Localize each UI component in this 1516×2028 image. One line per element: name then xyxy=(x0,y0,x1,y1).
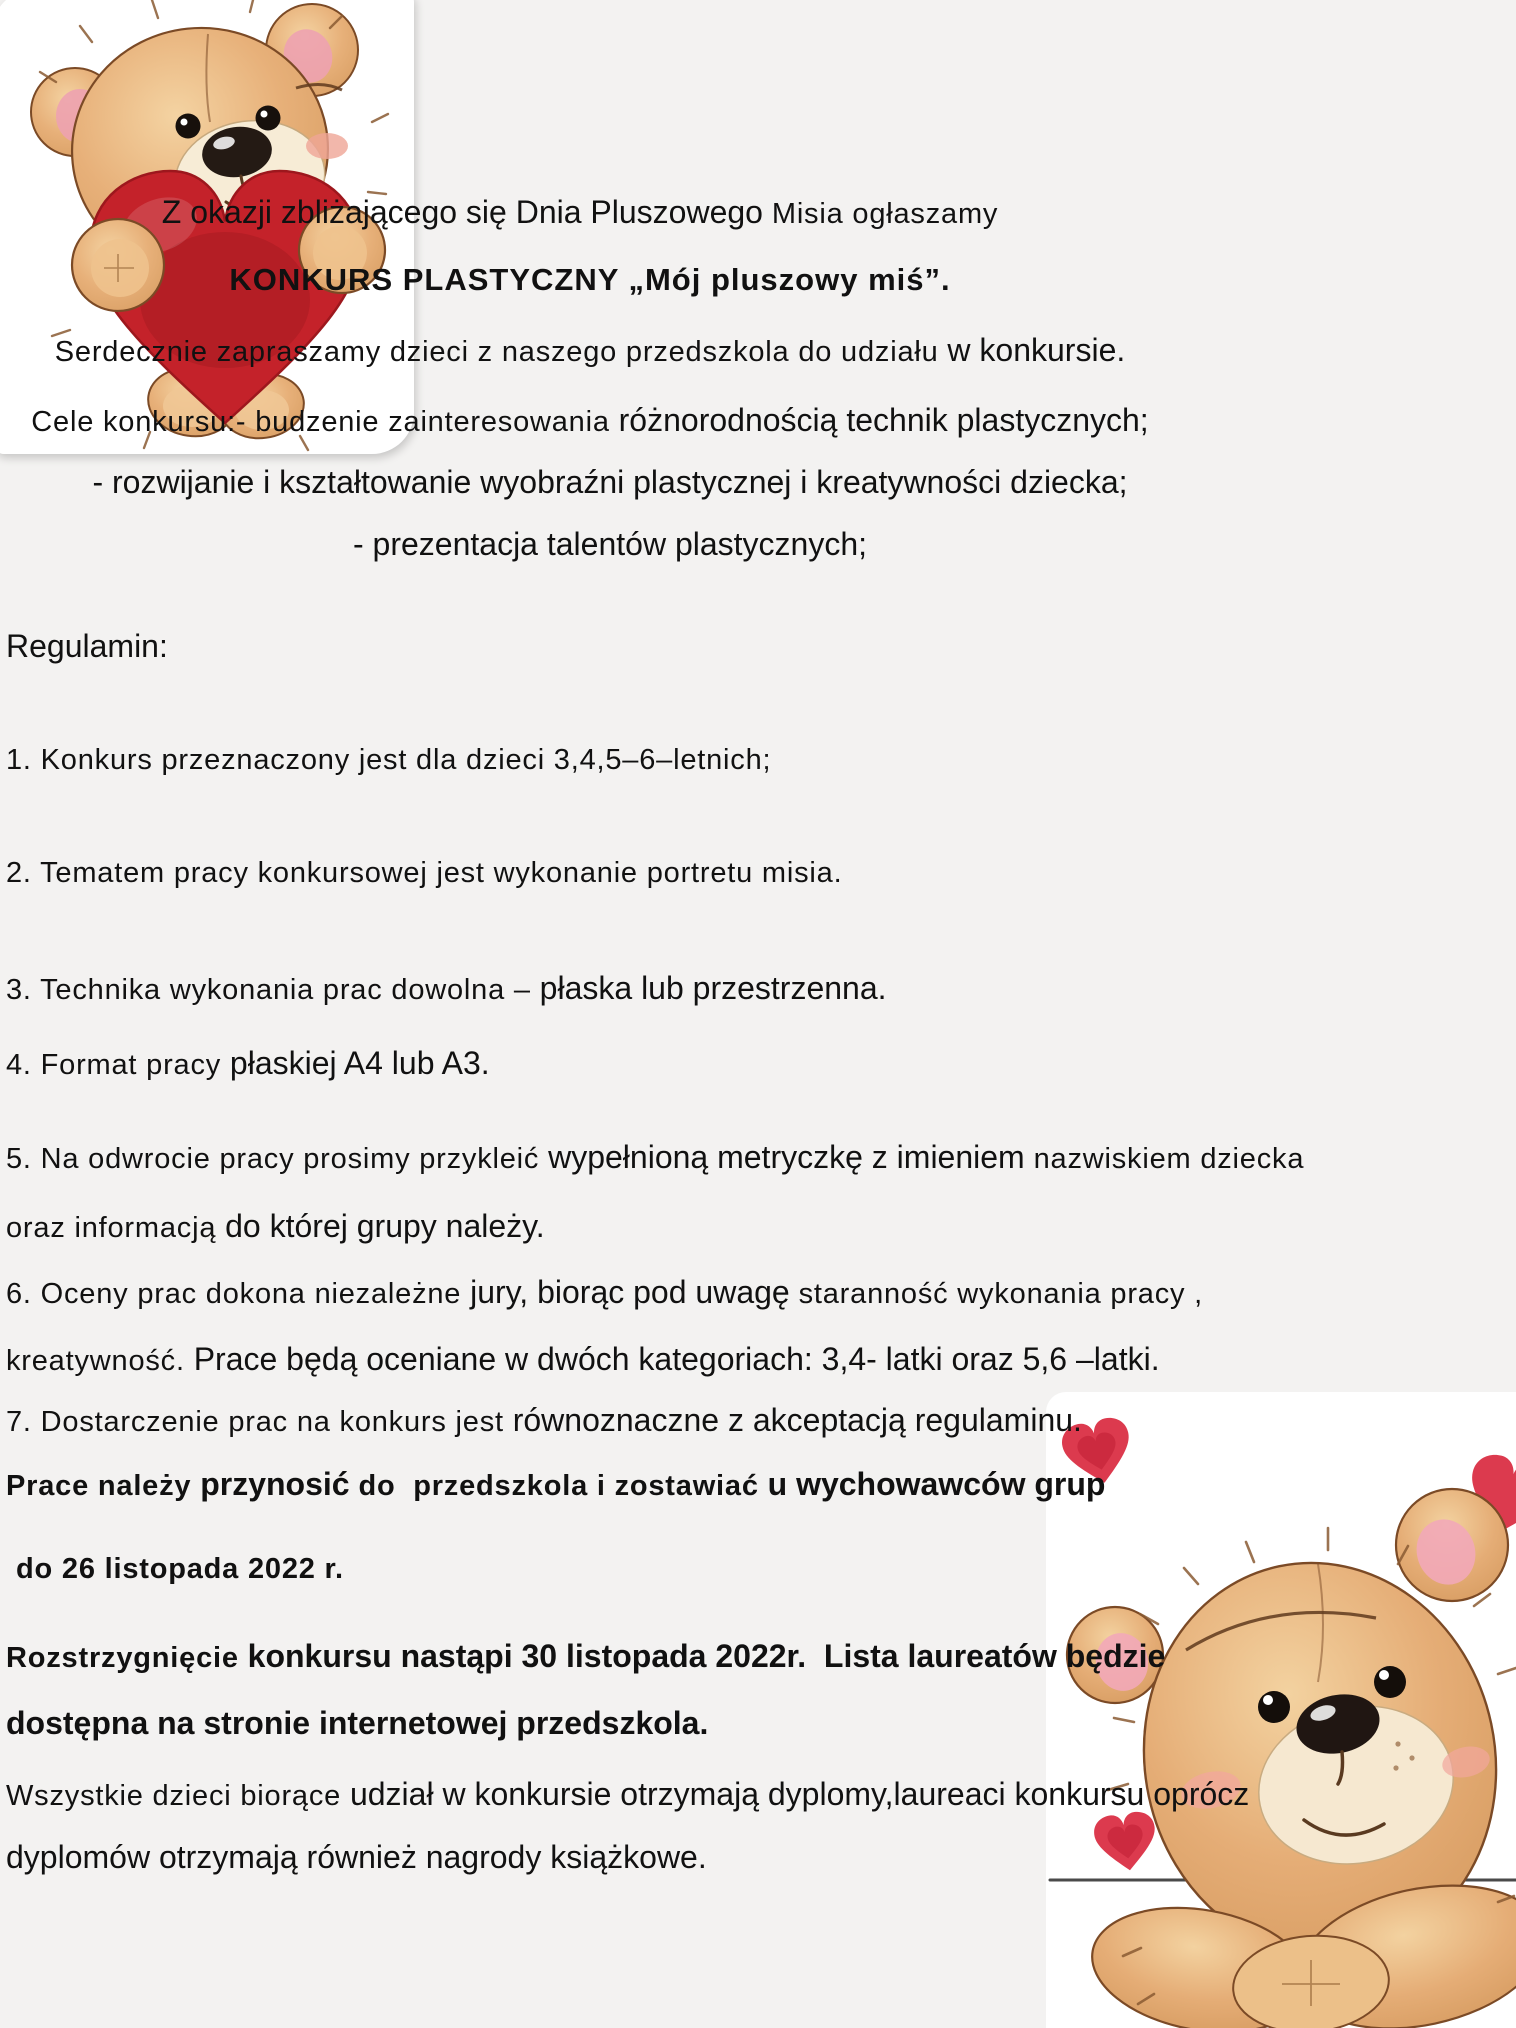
bear-eye xyxy=(1258,1691,1290,1723)
text-segment: Prace należy xyxy=(6,1470,201,1502)
text-segment: u wychowawców grup xyxy=(767,1466,1106,1502)
text-segment: równoznaczne z akceptacją regulaminu. xyxy=(512,1402,1082,1438)
text-segment: Cele konkursu:- budzenie zainteresowania xyxy=(31,406,619,438)
text-segment: dostępna na stronie internetowej przedszkola. xyxy=(6,1705,709,1741)
text-segment: udział w konkursie otrzymają dyplomy,laureaci konkursu oprócz xyxy=(349,1776,1250,1812)
eye-glint xyxy=(261,111,268,118)
rule-5 xyxy=(6,1126,1304,1264)
results-line xyxy=(6,1626,1165,1760)
submission-line xyxy=(6,1464,1105,1511)
text-segment: w konkursie. xyxy=(947,332,1126,368)
text-segment: Serdecznie zapraszamy dzieci z naszego przedszkola do udziału xyxy=(54,336,948,368)
bear-blush xyxy=(306,133,348,159)
text-segment: do przedszkola i zostawiać xyxy=(358,1470,768,1502)
text-segment: jury, biorąc pod uwagę xyxy=(470,1274,799,1310)
text-segment: 6. Oceny prac dokona niezależne xyxy=(6,1278,471,1310)
contest-title-text: KONKURS PLASTYCZNY „Mój pluszowy miś”. xyxy=(229,262,951,297)
text-segment: konkursu nastąpi 30 listopada 2022r. Lista laureatów będzie xyxy=(247,1638,1166,1674)
deadline-line xyxy=(16,1549,344,1594)
rule-1 xyxy=(6,740,771,785)
invitation-line xyxy=(10,330,1170,377)
text-segment: Prace będą oceniane w dwóch kategoriach: 3,4- latki oraz 5,6 –latki. xyxy=(193,1341,1160,1377)
rules-heading-text: Regulamin: xyxy=(6,628,168,664)
text-segment: płaska lub przestrzenna. xyxy=(539,970,887,1006)
text-segment: Misia ogłaszamy xyxy=(771,198,999,230)
deadline-text: do 26 listopada 2022 r. xyxy=(16,1553,344,1585)
text-segment: nazwiskiem dziecka xyxy=(1033,1143,1305,1175)
rule-1-text: 1. Konkurs przeznaczony jest dla dzieci 3,4,5–6–letnich; xyxy=(6,744,772,776)
rule-2-text: 2. Tematem pracy konkursowej jest wykonanie portretu misia. xyxy=(6,857,843,889)
eye-glint xyxy=(1263,1695,1273,1705)
text-segment: 3. Technika wykonania prac dowolna – xyxy=(6,974,540,1006)
opening-line xyxy=(140,192,1020,239)
text-segment: przynosić xyxy=(200,1466,359,1502)
rule-7 xyxy=(6,1400,1082,1447)
bear-eye xyxy=(1374,1666,1406,1698)
goal-presentation-text: - prezentacja talentów plastycznych; xyxy=(352,526,868,562)
rule-3 xyxy=(6,968,887,1015)
text-segment: 5. Na odwrocie pracy prosimy przykleić xyxy=(6,1143,549,1175)
text-segment: staranność wykonania pracy , xyxy=(798,1278,1204,1310)
text-segment: oraz informacją xyxy=(6,1212,226,1244)
text-segment: Z okazji zbliżającego się Dnia Pluszowego xyxy=(161,194,772,230)
goal-development-line xyxy=(60,462,1160,509)
rule-4 xyxy=(6,1043,490,1090)
contest-title xyxy=(140,260,1040,306)
rules-heading xyxy=(6,626,168,673)
rule-2 xyxy=(6,853,842,898)
bear-eye xyxy=(256,106,281,131)
bear-eye xyxy=(176,114,201,139)
text-segment: dyplomów otrzymają również nagrody książkowe. xyxy=(6,1839,707,1875)
eye-glint xyxy=(181,119,188,126)
text-segment: Rozstrzygnięcie xyxy=(6,1642,248,1674)
goal-presentation-line xyxy=(60,524,1160,571)
goals-line xyxy=(10,400,1170,447)
closing-line xyxy=(6,1766,1249,1892)
text-segment: Wszystkie dzieci biorące xyxy=(6,1780,350,1812)
text-segment: do której grupy należy. xyxy=(225,1208,545,1244)
text-segment: kreatywność. xyxy=(6,1345,194,1377)
text-segment: płaskiej A4 lub A3. xyxy=(229,1045,490,1081)
text-segment: 7. Dostarczenie prac na konkurs jest xyxy=(6,1406,513,1438)
eye-glint xyxy=(1379,1670,1389,1680)
goal-development-text: - rozwijanie i kształtowanie wyobraźni plastycznej i kreatywności dziecka; xyxy=(92,464,1128,500)
rule-6 xyxy=(6,1262,1203,1396)
text-segment: 4. Format pracy xyxy=(6,1049,230,1081)
text-segment: wypełnioną metryczkę z imieniem xyxy=(548,1139,1034,1175)
text-segment: różnorodnością technik plastycznych; xyxy=(618,402,1149,438)
